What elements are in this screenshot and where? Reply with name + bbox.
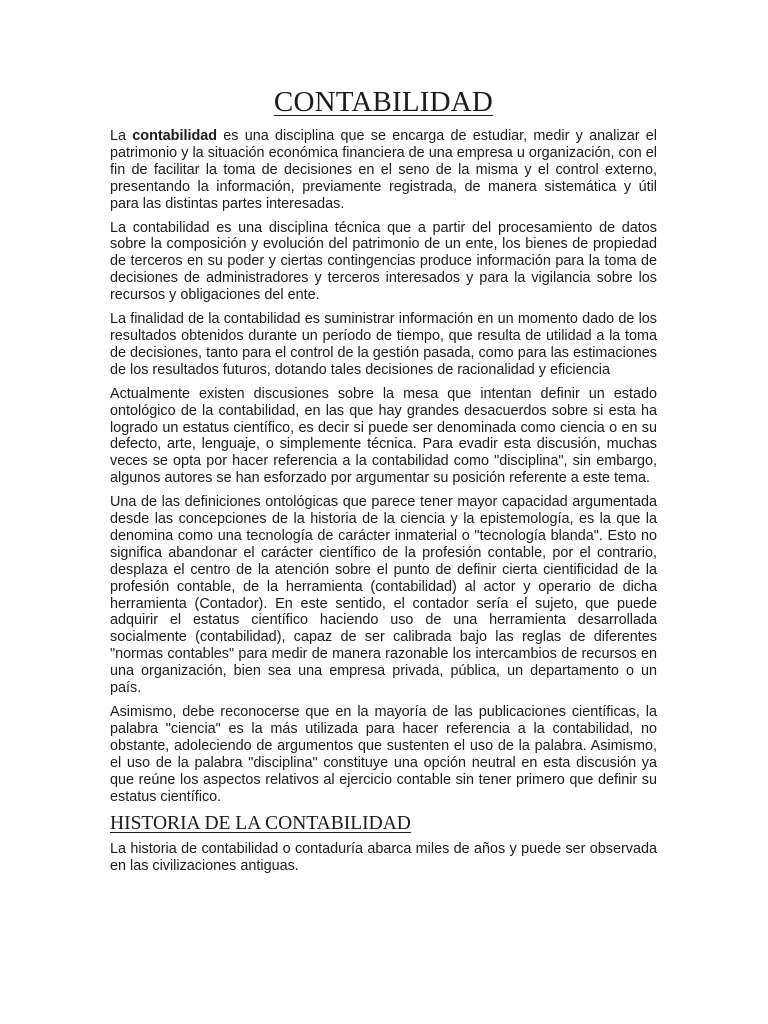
paragraph-definition-technical: La contabilidad es una disciplina técnica que a partir del procesamiento de datos sobre la composición y evolución del patrimonio de un ente, los bienes de propiedad de terceros en su poder y ciertas contingencias produce información para la toma de decisiones de administradores y terceros interesados y para la vigilancia sobre los recursos y obligaciones del ente. (110, 219, 657, 304)
intro-bold-term: contabilidad (132, 128, 218, 144)
document-content (110, 84, 657, 882)
paragraph-ontological-debate: Actualmente existen discusiones sobre la mesa que intentan definir un estado ontológico de la contabilidad, en las que hay grandes desacuerdos sobre si esta ha logrado un estatus científico, es decir si puede ser denominada como ciencia o en su defecto, arte, lenguaje, o simplemente técnica. Para evadir esta discusión, muchas veces se opta por hacer referencia a la contabilidad como "disciplina", sin embargo, algunos autores se han esforzado por argumentar su posición referente a este tema. (110, 385, 657, 487)
document-title: CONTABILIDAD (273, 86, 494, 118)
history-heading: HISTORIA DE LA CONTABILIDAD (110, 813, 411, 835)
intro-paragraph (110, 128, 657, 213)
history-paragraph: La historia de contabilidad o contaduría abarca miles de años y puede ser observada en las civilizaciones antiguas. (110, 841, 657, 875)
paragraph-science-vs-discipline: Asimismo, debe reconocerse que en la mayoría de las publicaciones científicas, la palabra "ciencia" es la más utilizada para hacer referencia a la contabilidad, no obstante, adoleciendo de argumentos que sustenten el uso de la palabra. Asimismo, el uso de la palabra "disciplina" constituye una opción neutral en esta discusión ya que reúne los aspectos relativos al ejercicio contable sin tener primero que definir su estatus científico. (110, 704, 657, 805)
paragraph-soft-technology: Una de las definiciones ontológicas que parece tener mayor capacidad argumentada desde las concepciones de la historia de la ciencia y la epistemología, es la que la denomina como una tecnología de carácter inmaterial o "tecnología blanda". Esto no significa abandonar el carácter científico de la profesión contable, por el contrario, desplaza el centro de la atención sobre el punto de definir cierta cientificidad de la profesión contable, de la herramienta (contabilidad) al actor y operario de dicha herramienta (Contador). En este sentido, el contador sería el sujeto, que puede adquirir el estatus científico haciendo uso de una herramienta desarrollada socialmente (contabilidad), capaz de ser calibrada bajo las reglas de diferentes "normas contables" para medir de manera razonable los intercambios de recursos en una organización, bien sea una empresa privada, pública, un departamento o un país. (110, 494, 657, 697)
paragraph-purpose: La finalidad de la contabilidad es suministrar información en un momento dado de los resultados obtenidos durante un período de tiempo, que resulta de utilidad a la toma de decisiones, tanto para el control de la gestión pasada, como para las estimaciones de los resultados futuros, dotando tales decisiones de racionalidad y eficiencia (110, 311, 657, 378)
intro-rest: es una disciplina que se encarga de estudiar, medir y analizar el patrimonio y la situación económica financiera de una empresa u organización, con el fin de facilitar la toma de decisiones en el seno de la misma y el control externo, presentando la información, previamente registrada, de manera sistemática y útil para las distintas partes interesadas. (110, 128, 657, 212)
intro-prefix: La (110, 128, 133, 144)
